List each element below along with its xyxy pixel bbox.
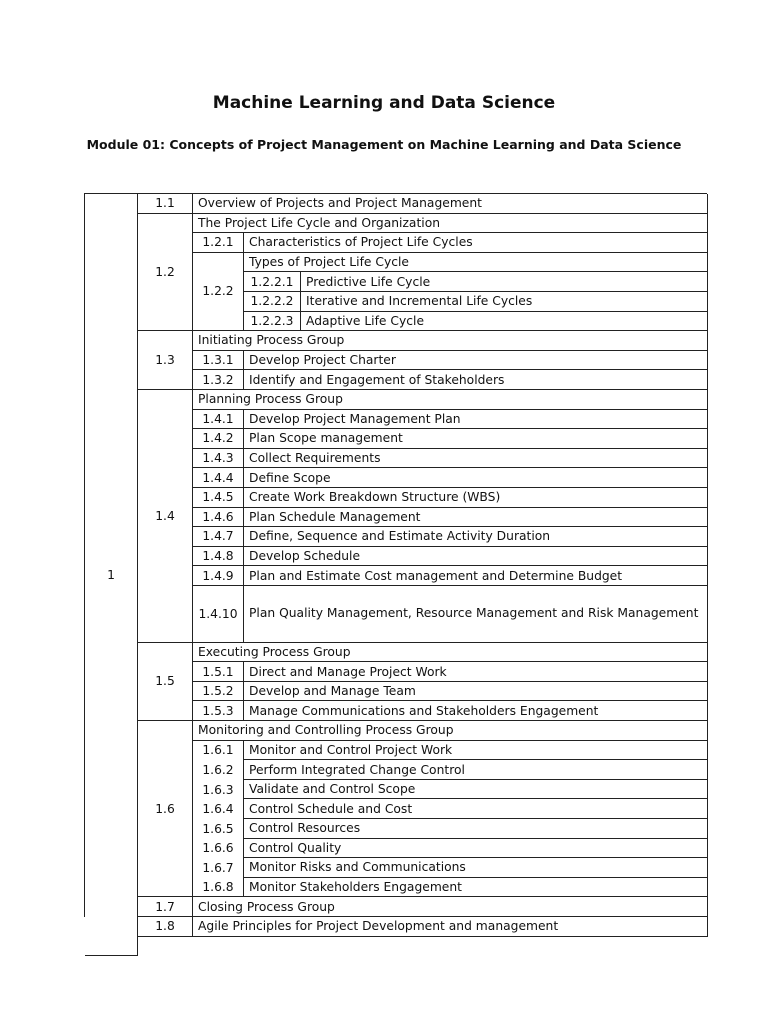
subsection-number: 1.4.2 [193,429,244,449]
subsubsection-number: 1.2.2.3 [244,312,301,332]
section-title: Planning Process Group [193,390,708,410]
module-number-cell: 1 [85,194,138,956]
subsection-number: 1.6.7 [193,858,244,878]
subsection-number: 1.4.9 [193,566,244,586]
section-title: Executing Process Group [193,643,708,663]
section-title: Monitoring and Controlling Process Group [193,721,708,741]
subsection-number: 1.6.1 [193,741,244,761]
subsection-number: 1.6.6 [193,839,244,859]
subsubsection-number: 1.2.2.2 [244,292,301,312]
subsection-title: Develop and Manage Team [244,682,708,702]
section-number: 1.2 [138,214,193,332]
subsection-number: 1.5.3 [193,701,244,721]
section-number: 1.7 [138,897,193,917]
subsection-title: Develop Project Charter [244,351,708,371]
section-number: 1.5 [138,643,193,721]
subsection-title: Develop Schedule [244,547,708,567]
subsection-title: Control Quality [244,839,708,859]
module-subtitle: Module 01: Concepts of Project Management on Machine Learning and Data Science [86,137,682,152]
section-title: Initiating Process Group [193,331,708,351]
subsection-title: Manage Communications and Stakeholders Engagement [244,701,708,721]
subsection-number: 1.3.2 [193,370,244,390]
subsection-number: 1.4.10 [193,586,244,643]
subsection-title: Monitor and Control Project Work [244,741,708,761]
subsubsection-title: Predictive Life Cycle [301,272,708,292]
subsection-number: 1.5.1 [193,662,244,682]
section-number: 1.1 [138,194,193,214]
section-title: Overview of Projects and Project Management [193,194,708,214]
subsection-title: Plan Quality Management, Resource Management and Risk Management [244,586,708,643]
subsubsection-title: Adaptive Life Cycle [301,312,708,332]
subsection-title: Monitor Stakeholders Engagement [244,878,708,898]
subsection-number: 1.5.2 [193,682,244,702]
subsection-number: 1.3.1 [193,351,244,371]
subsection-number: 1.6.5 [193,819,244,839]
subsection-number: 1.2.2 [193,253,244,331]
subsection-title: Develop Project Management Plan [244,410,708,430]
contents-table [84,193,707,934]
subsection-number: 1.6.3 [193,780,244,800]
subsection-number: 1.4.7 [193,527,244,547]
subsubsection-number: 1.2.2.1 [244,272,301,292]
subsection-number: 1.2.1 [193,233,244,253]
subsection-title: Plan Schedule Management [244,508,708,528]
subsection-number: 1.6.2 [193,760,244,780]
subsection-title: Direct and Manage Project Work [244,662,708,682]
section-number: 1.4 [138,390,193,643]
subsection-number: 1.4.1 [193,410,244,430]
section-title: Closing Process Group [193,897,708,917]
subsection-title: Validate and Control Scope [244,780,708,800]
subsection-title: Control Schedule and Cost [244,799,708,819]
subsection-number: 1.6.8 [193,878,244,898]
subsection-title: Characteristics of Project Life Cycles [244,233,708,253]
subsection-title: Collect Requirements [244,449,708,469]
subsection-title: Types of Project Life Cycle [244,253,708,273]
subsection-number: 1.4.8 [193,547,244,567]
section-title: The Project Life Cycle and Organization [193,214,708,234]
subsection-title: Monitor Risks and Communications [244,858,708,878]
subsection-title: Control Resources [244,819,708,839]
subsection-title: Define Scope [244,468,708,488]
document-title: Machine Learning and Data Science [212,93,556,113]
subsection-number: 1.4.6 [193,508,244,528]
subsection-number: 1.4.4 [193,468,244,488]
section-number: 1.8 [138,917,193,937]
section-number: 1.3 [138,331,193,390]
subsection-title: Identify and Engagement of Stakeholders [244,370,708,390]
subsubsection-title: Iterative and Incremental Life Cycles [301,292,708,312]
subsection-number: 1.4.3 [193,449,244,469]
subsection-title: Perform Integrated Change Control [244,760,708,780]
section-title: Agile Principles for Project Development and management [193,917,708,937]
subsection-number: 1.4.5 [193,488,244,508]
section-number: 1.6 [138,721,193,897]
subsection-title: Create Work Breakdown Structure (WBS) [244,488,708,508]
subsection-title: Plan and Estimate Cost management and Determine Budget [244,566,708,586]
subsection-title: Define, Sequence and Estimate Activity Duration [244,527,708,547]
subsection-title: Plan Scope management [244,429,708,449]
subsection-number: 1.6.4 [193,799,244,819]
